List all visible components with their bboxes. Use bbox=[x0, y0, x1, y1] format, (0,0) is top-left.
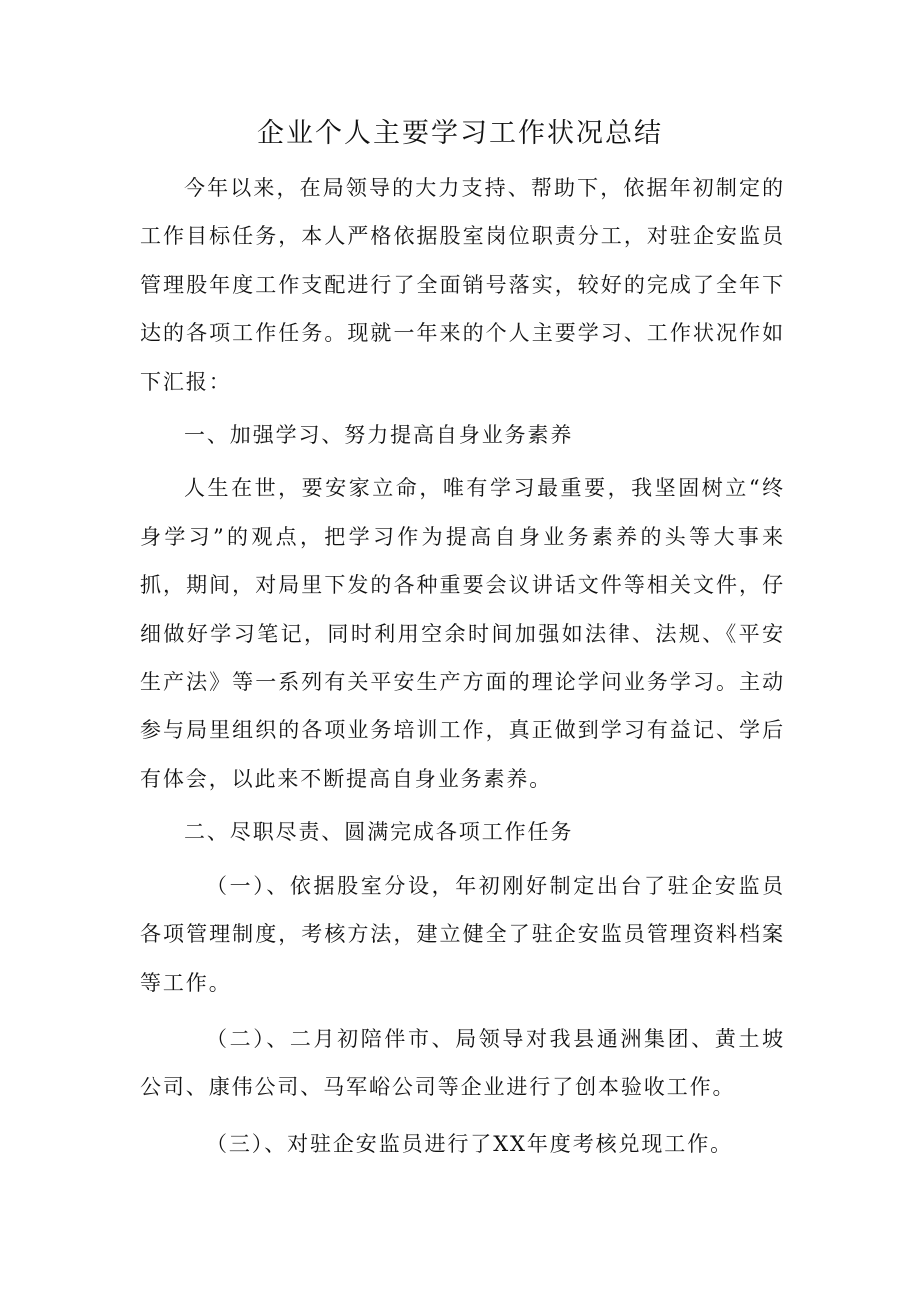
task-item-2: （二）、二月初陪伴市、局领导对我县通洲集团、黄土坡公司、康伟公司、马军峪公司等企业进行了创本验收工作。 bbox=[140, 1026, 785, 1100]
intro-paragraph: 今年以来，在局领导的大力支持、帮助下，依据年初制定的工作目标任务，本人严格依据股室岗位职责分工，对驻企安监员管理股年度工作支配进行了全面销号落实，较好的完成了全年下达的各项工作任务。现就一年来的个人主要学习、工作状况作如下汇报： bbox=[140, 176, 785, 394]
study-paragraph: 人生在世，要安家立命，唯有学习最重要，我坚固树立“终身学习”的观点，把学习作为提高自身业务素养的头等大事来抓，期间，对局里下发的各种重要会议讲话文件等相关文件，仔细做好学习笔记，同时利用空余时间加强如法律、法规、《平安生产法》等一系列有关平安生产方面的理论学问业务学习。主动参与局里组织的各项业务培训工作，真正做到学习有益记、学后有体会，以此来不断提高自身业务素养。 bbox=[140, 476, 785, 791]
document-body bbox=[140, 164, 785, 1168]
task-item-3: （三）、对驻企安监员进行了XX年度考核兑现工作。 bbox=[206, 1131, 733, 1156]
document-title: 企业个人主要学习工作状况总结 bbox=[257, 118, 663, 149]
task-item-1: （一）、依据股室分设，年初刚好制定出台了驻企安监员各项管理制度，考核方法，建立健全了驻企安监员管理资料档案等工作。 bbox=[140, 873, 785, 995]
section-heading-2: 二、尽职尽责、圆满完成各项工作任务 bbox=[184, 820, 574, 845]
section-heading-1: 一、加强学习、努力提高自身业务素养 bbox=[184, 423, 574, 448]
